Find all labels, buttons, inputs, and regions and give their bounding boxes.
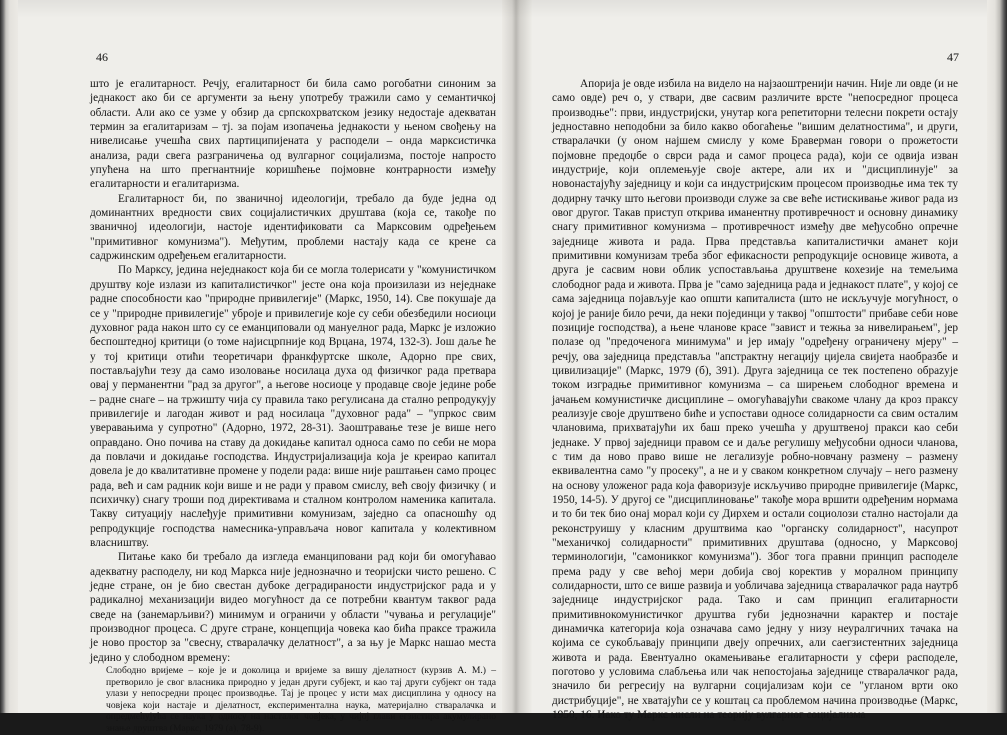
left-page xyxy=(18,0,504,735)
paragraph: Апорија је овде избила на видело на најзаоштренији начин. Није ли овде (и не само овде) реч о, у ствари, две сасвим различите врсте "непосредног процеса производње": први, индустријски, унутар кога репетиторни телесни покрети остају једноставно неподобни за било какво обогаћење "вишим делатностима", и други, стваралачки (у оном најшем смислу у коме Браверман говори о прожетости појмовне предоџбе о сврси рада и самог процеса рада), који се одвија изван индустрије, који оплемењује своје актере, али их и "дисциплинује" за новонастајућу заједницу и који са индустријским процесом производње има тек ту додирну тачку што његови производи служе за све веће истискивање живог рада из овог другог. Такав приступ открива иманентну противречност и основну динамику снагу примитивног комунизма – противречност између две међусобно опречне заједнице живота и рада. Прва представља капиталистички аманет који примитивни комунизам треба због ефикасности репродукције основице живота, а друга је сасвим нови облик успостављања друштвене кохезије на темељима слободног рада и живота. Прва је "само заједница рада и једнакост плате", у којој се сама заједница појављује као општи капиталиста (што не искључује могућност, о којој је раније било речи, да неки појединци у таквој "општости" прибаве себи нове позиције господства), а њене чланове красе "завист и тежња за нивелирањем", јер полазе од "предоченога минимума" и јер имају "одређену ограничену мјеру" – речју, ова заједница представља "апстрактну негацију цијела свијета наобразбе и цивилизације" (Маркс, 1979 (б), 391). Друга заједница се тек постепено обрazује током изградње примитивног комунизма – са ширењем слободног времена и јачањем комунистичке дисциплине – омогућавајући свакоме члану да кроз праксу реализује своје друштвено биће и успостави односе солидарности са свим осталим члановима, прихватајући их баш преко учешћа у друштвеној пракси као себи једнаке. У првој заједници правом се и даље регулишу међусобни односи чланова, с тим да ново право више не легализује робно-новчану размену – размену еквивалентна само "у просеку", а не и у сваком конкретном случају – него размену на основу уложеног рада која фаворизује искључиво природне привилегије (Маркс, 1950, 14-5). У другој се "дисциплиновање" такође мора вршити одређеним нормама и то би тек био онај морал који су Дирхем и остали социолози стално настојали да реконструишу у класним друштвима као "органску солидарност", насупрот "механичкој солидарности" примитивних друштава (односно, у Марксовој терминологији, "самоникког комунизма"). Због тога правни принцип расподеле према раду у све већој мери добија свој коректив у моралном принципу солидарности, што се више развија и уобличава заједница стваралачког рада наутрб заједнице индустријског рада. Тако и сам принцип егалитарности примитивнокомунистичког друштва губи једнозначни карактер и постаје динамичка категорија која означава само једну у низу неуралгичних тачака на којима се сукобљавају принципи двеју опречних, али саегзистентних заједница живота и рада. Евентуално окамењивање егалитарности у сфери расподеле, поготово у условима слабљења или чак непостојања заједнице стваралачког рада, значило би регресију на вулгарни социјализам који се "угланом врти око дистрибуције", не хватајући се у коштац са проблемом начина производње (Маркс, 1950, 16. Иако ту Маркс мисли на теорију вулгарног социјализма xyxy=(552,78,958,722)
paragraph: Егалитарност би, по званичној идеологији, требало да буде једна од доминантних вредности свих социјалистичких друштава (која се, такође по званичној идеологији, настоје идентификовати са Марксовим одређењем "примитивног комунизма"). Међутим, проблеми настају када се крене са садржинским одређењем егалитарности. xyxy=(90,192,496,263)
paragraph: По Марксу, једина неједнакост која би се могла толерисати у "комунистичком друштву које излази из капиталистичког" јесте она која произилази из неједнаке радне способности као "природне привилегије" (Маркс, 1950, 14). Све покушаје да се у "природне привилегије" уброје и привилегије које су себи обезбедили носиоци духовног рада након што су се еманциповали од мануелног рада, Маркс је изложио беспоштедној критици (о томе најисцрпније код Врцана, 1974, 132-3). Још даље ће у тој критици отићи теоретичари франкфуртске школе, Адорно пре свих, постављајући тезу да само изоловање носилаца духа од физичког рада претвара овај у перманентни "рад за другог", а његове носиоце у продавце своје једине робе – радне снаге – на тржишту чија су правила тако регулисана да стално репродукују привилегије и лагодан живот и рад носилаца "духовног рада" – "упркос свим уверавањима у супротно" (Адорно, 1972, 28-31). Заоштравање тезе је више него оправдано. Оно почива на ставу да докидање капитал односа само по себи не мора да повлачи и докидање господства. Индустријализација која је креирао капитал довела је до квалитативне промене у подели рада: више није раштањен само процес рада, већ и сам радник који више и не ради у правом смислу, већ своју физичку ( и психичку) снагу троши под директивама и сталном контролом наменика капитала. Такву ситуацију наслеђује примитивни комунизам, заједно са опасношћу од репродукције господства намесника-управљача новог капитала у колективном власништву. xyxy=(90,264,496,549)
page-body xyxy=(90,77,496,735)
paragraph: што је егалитарност. Речју, егалитарност би била само рогобатни синоним за једнакост ако би се аргументи за њену употребу тражили само у семантичкој области. Али ако се узме у обзир да српскохрватском језику недостаје адекватан термин за егалитаризам – тј. за појам изопачења једнакости у њеном свођењу на нивелисање учешћа свих партиципијената у расподели – онда марксистичка анализа, ради свега разграничења од вулгарног социјализма, постоје напросто упућена на што прегнантније коришћење појмовне контрарности између егалитарности и егалитаризма. xyxy=(90,78,496,191)
right-page xyxy=(532,0,987,722)
page-number: 46 xyxy=(96,50,108,64)
right-page-edge xyxy=(987,0,1007,713)
page-number: 47 xyxy=(947,50,959,64)
page-body xyxy=(552,77,958,722)
book-gutter xyxy=(502,0,532,713)
paragraph: Питање како би требало да изгледа еманциповани рад који би омогућавао адекватну расподелу, ни код Маркса није једнозначно и теоријски чисто решено. С једне стране, он је био свестан дубоке деградираности индустријског рада и у радикалној механизацији видео могућност да се потребни квантум таквог рада сведе на (занемарљиви?) минимум и ограничи у области "чувања и регулације" производног процеса. С друге стране, концепција човека као бића праксе тражила је ново простор за "свесну, стваралачку делатност", а за њу је Маркс нашао места једино у слободном времену: xyxy=(90,551,496,664)
left-page-edge xyxy=(0,0,18,713)
block-quote: Слободно вријеме – које је и доколица и вријеме за вишу дјелатност (курзив А. М.) – претворило је свог власника природно у један други субјект, и као тај други субјект он тада улази у непосредни процес производње. Тај је процес у исти мах дисциплина у односу на човјека који настаје и дјелатност, експериментална наука, материјално стваралачка и опредмећујућа се наука у односу на насталог човјека, у чијој глави егзистира акумулирано знање друштва (Маркс, 1979 (а), 78-9). xyxy=(106,665,496,735)
